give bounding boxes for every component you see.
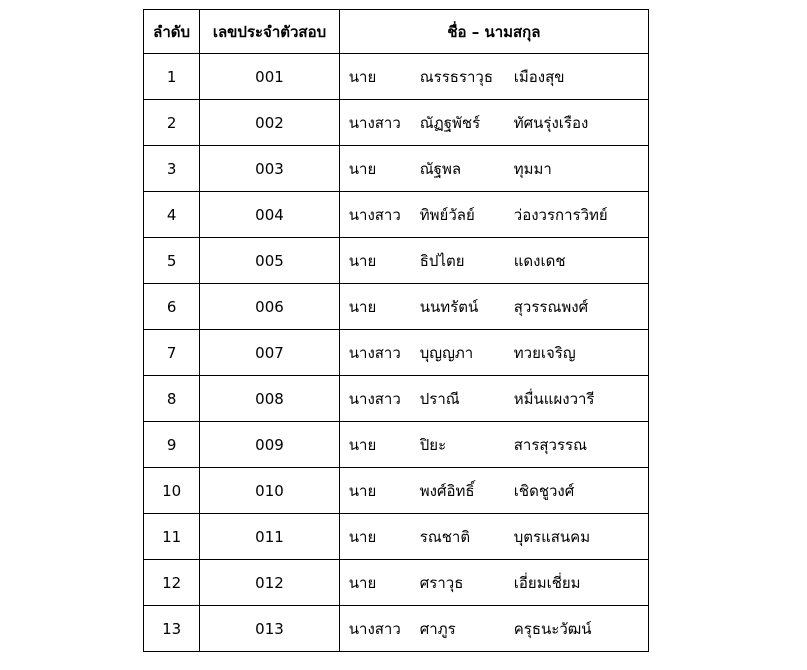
full-name-cell (339, 192, 648, 238)
table-row (144, 376, 649, 422)
first-name: ปราณี (419, 389, 460, 408)
order-number-cell: 1 (144, 54, 200, 100)
full-name (340, 571, 648, 595)
order-number-cell: 9 (144, 422, 200, 468)
last-name: ทัศนรุ่งเรือง (513, 113, 589, 132)
table-row (144, 514, 649, 560)
first-name: ณัฐพล (419, 159, 462, 178)
table-row (144, 560, 649, 606)
full-name-cell (339, 330, 648, 376)
last-name: ว่องวรการวิทย์ (513, 205, 608, 224)
first-name: พงศ์อิทธิ์ (419, 481, 475, 500)
first-name: รณชาติ (419, 527, 471, 546)
table-row (144, 54, 649, 100)
name-title: นาย (348, 159, 377, 178)
last-name: เมืองสุข (513, 67, 565, 86)
name-title: นาย (348, 67, 377, 86)
order-number-cell: 11 (144, 514, 200, 560)
full-name (340, 295, 648, 319)
first-name: ณรรธราวุธ (419, 67, 494, 86)
name-title: นาย (348, 481, 377, 500)
order-number-cell: 8 (144, 376, 200, 422)
table-row (144, 100, 649, 146)
full-name-cell (339, 376, 648, 422)
table-header (144, 10, 649, 54)
table-row (144, 606, 649, 652)
name-title: นาย (348, 527, 377, 546)
order-number-cell: 6 (144, 284, 200, 330)
full-name (340, 525, 648, 549)
table-row (144, 192, 649, 238)
exam-id-cell: 003 (200, 146, 340, 192)
exam-id-cell: 008 (200, 376, 340, 422)
first-name: ปิยะ (419, 435, 447, 454)
table-row (144, 422, 649, 468)
full-name (340, 203, 648, 227)
name-title: นาย (348, 435, 377, 454)
header-full-name: ชื่อ – นามสกุล (339, 10, 648, 54)
exam-roster-table (143, 9, 649, 652)
header-exam-id: เลขประจำตัวสอบ (200, 10, 340, 54)
exam-id-cell: 011 (200, 514, 340, 560)
table-body (144, 54, 649, 652)
full-name-cell (339, 100, 648, 146)
full-name-cell (339, 514, 648, 560)
exam-id-cell: 007 (200, 330, 340, 376)
full-name (340, 387, 648, 411)
name-title: นางสาว (348, 619, 401, 638)
table-row (144, 146, 649, 192)
full-name-cell (339, 606, 648, 652)
order-number-cell: 12 (144, 560, 200, 606)
first-name: ทิพย์วัลย์ (419, 205, 475, 224)
exam-id-cell: 005 (200, 238, 340, 284)
exam-id-cell: 006 (200, 284, 340, 330)
last-name: ทุมมา (513, 159, 552, 178)
last-name: เชิดชูวงศ์ (513, 481, 575, 500)
first-name: นนทรัตน์ (419, 297, 479, 316)
full-name (340, 479, 648, 503)
full-name-cell (339, 560, 648, 606)
exam-id-cell: 012 (200, 560, 340, 606)
name-title: นางสาว (348, 389, 401, 408)
first-name: บุญญภา (419, 343, 474, 362)
full-name-cell (339, 284, 648, 330)
last-name: แดงเดช (513, 251, 566, 270)
first-name: ธิปไตย (419, 251, 465, 270)
order-number-cell: 4 (144, 192, 200, 238)
order-number-cell: 3 (144, 146, 200, 192)
last-name: เอี่ยมเชี่ยม (513, 573, 581, 592)
order-number-cell: 10 (144, 468, 200, 514)
full-name (340, 65, 648, 89)
first-name: ณัฏฐพัชร์ (419, 113, 481, 132)
full-name-cell (339, 54, 648, 100)
name-title: นาย (348, 573, 377, 592)
name-title: นางสาว (348, 343, 401, 362)
order-number-cell: 2 (144, 100, 200, 146)
order-number-cell: 13 (144, 606, 200, 652)
exam-id-cell: 013 (200, 606, 340, 652)
full-name (340, 341, 648, 365)
first-name: ศาภูร (419, 619, 456, 638)
full-name (340, 157, 648, 181)
name-title: นาย (348, 251, 377, 270)
last-name: บุตรแสนคม (513, 527, 591, 546)
last-name: ทวยเจริญ (513, 343, 576, 362)
name-title: นางสาว (348, 113, 401, 132)
last-name: ครุธนะวัฒน์ (513, 619, 592, 638)
table-row (144, 330, 649, 376)
order-number-cell: 7 (144, 330, 200, 376)
last-name: สุวรรณพงศ์ (513, 297, 589, 316)
exam-id-cell: 002 (200, 100, 340, 146)
header-row (144, 10, 649, 54)
exam-id-cell: 010 (200, 468, 340, 514)
table-row (144, 238, 649, 284)
exam-id-cell: 004 (200, 192, 340, 238)
name-title: นางสาว (348, 205, 401, 224)
last-name: หมื่นแผงวารี (513, 389, 595, 408)
header-order-number: ลำดับ (144, 10, 200, 54)
first-name: ศราวุธ (419, 573, 464, 592)
exam-id-cell: 009 (200, 422, 340, 468)
table-row (144, 284, 649, 330)
table-row (144, 468, 649, 514)
order-number-cell: 5 (144, 238, 200, 284)
full-name-cell (339, 238, 648, 284)
full-name-cell (339, 146, 648, 192)
full-name (340, 433, 648, 457)
full-name (340, 111, 648, 135)
last-name: สารสุวรรณ (513, 435, 588, 454)
full-name (340, 617, 648, 641)
full-name-cell (339, 422, 648, 468)
full-name (340, 249, 648, 273)
full-name-cell (339, 468, 648, 514)
exam-id-cell: 001 (200, 54, 340, 100)
name-title: นาย (348, 297, 377, 316)
